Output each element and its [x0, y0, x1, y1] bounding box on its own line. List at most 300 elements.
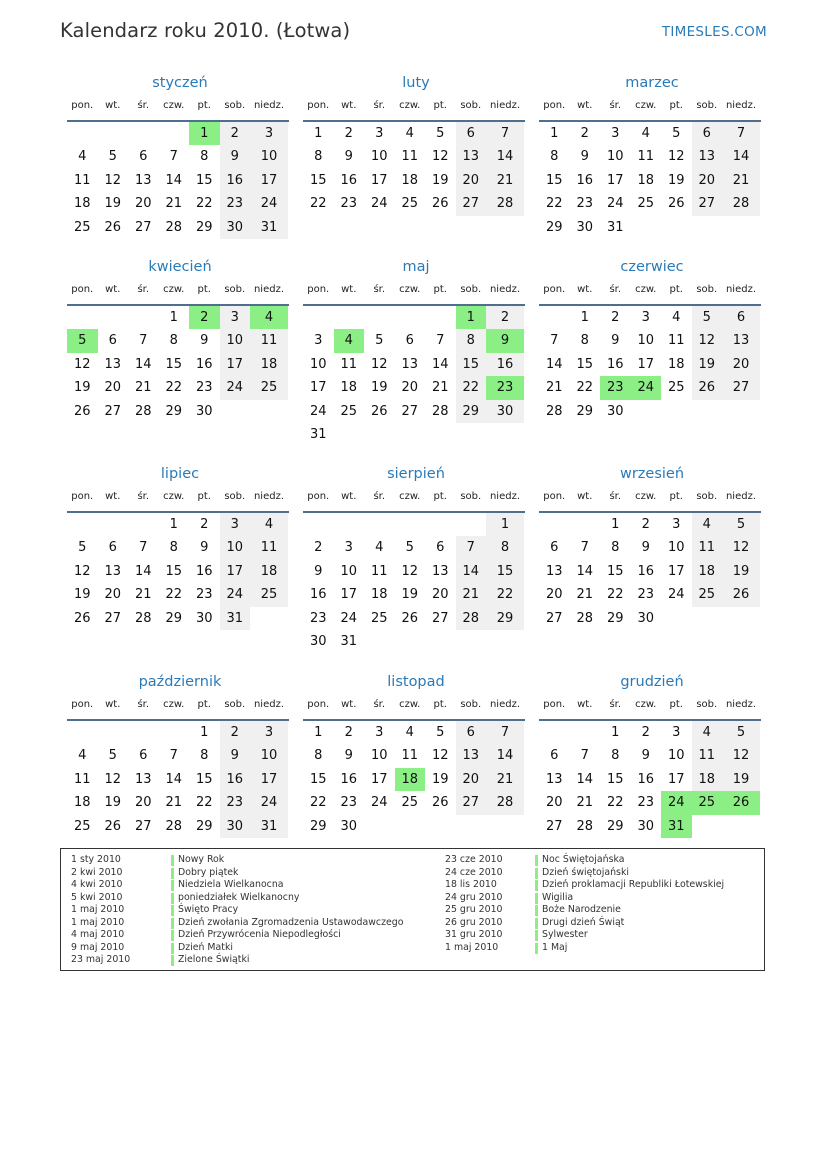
- day-cell: 27: [431, 610, 449, 626]
- holiday-day-cell: 24: [661, 791, 692, 814]
- holiday-day-cell: 24: [631, 376, 662, 399]
- day-cell: 8: [456, 329, 487, 352]
- day-cell: 16: [195, 563, 213, 579]
- day-cell: 6: [108, 333, 117, 349]
- holiday-day-cell: 4: [334, 329, 365, 352]
- day-cell: 19: [692, 353, 723, 376]
- day-cell: 10: [309, 356, 327, 372]
- day-cell: 26: [722, 583, 760, 606]
- day-cell: 10: [250, 744, 288, 767]
- month-name: luty: [402, 75, 430, 91]
- day-cell: 13: [431, 563, 449, 579]
- day-cell: 24: [220, 376, 251, 399]
- day-cell: 12: [73, 563, 91, 579]
- day-cell: 22: [195, 196, 213, 212]
- day-cell: 10: [250, 145, 288, 168]
- weekday-label: czw.: [399, 284, 421, 295]
- day-cell: 26: [431, 196, 449, 212]
- holiday-date: 24 cze 2010: [445, 866, 503, 878]
- weekday-label: czw.: [635, 100, 657, 111]
- day-cell: 21: [545, 380, 563, 396]
- day-cell: 10: [220, 536, 251, 559]
- day-cell: 3: [220, 306, 251, 329]
- weekday-label: śr.: [137, 491, 150, 502]
- empty-cell: [303, 306, 334, 329]
- day-cell: 28: [431, 403, 449, 419]
- holiday-name: Dobry piątek: [178, 866, 239, 878]
- day-cell: 14: [431, 356, 449, 372]
- weekday-label: wt.: [105, 100, 121, 111]
- day-cell: 4: [672, 310, 681, 325]
- day-cell: 16: [486, 353, 524, 376]
- day-cell: 24: [340, 610, 358, 626]
- day-cell: 9: [220, 145, 251, 168]
- holiday-marker: [171, 930, 174, 941]
- day-cell: 20: [456, 169, 487, 192]
- holiday-marker: [535, 930, 538, 941]
- weekday-label: czw.: [163, 699, 185, 710]
- holiday-day-cell: 4: [250, 306, 288, 329]
- day-cell: 6: [692, 122, 723, 145]
- holiday-date: 1 maj 2010: [445, 941, 499, 953]
- day-cell: 22: [456, 376, 487, 399]
- day-grid: [539, 122, 761, 239]
- day-cell: 19: [722, 768, 760, 791]
- day-cell: 23: [309, 610, 327, 626]
- holiday-marker: [535, 893, 538, 904]
- weekday-label: pon.: [71, 284, 94, 295]
- day-cell: 3: [672, 517, 681, 532]
- day-cell: 21: [486, 768, 524, 791]
- day-cell: 29: [456, 400, 487, 423]
- empty-cell: [570, 721, 601, 744]
- day-cell: 1: [550, 126, 559, 141]
- day-cell: 6: [456, 721, 487, 744]
- day-cell: 1: [169, 310, 178, 325]
- day-cell: 14: [545, 356, 563, 372]
- day-cell: 8: [200, 149, 209, 165]
- weekday-label: pt.: [433, 491, 447, 502]
- day-cell: 29: [576, 403, 594, 419]
- weekday-label: niedz.: [725, 699, 757, 710]
- day-cell: 3: [611, 126, 620, 141]
- day-cell: 13: [545, 771, 563, 787]
- day-cell: 24: [667, 587, 685, 603]
- day-cell: 4: [250, 513, 288, 536]
- weekday-label: niedz.: [253, 491, 285, 502]
- day-cell: 28: [722, 192, 760, 215]
- day-cell: 30: [195, 610, 213, 626]
- day-cell: 4: [405, 725, 414, 740]
- day-cell: 6: [436, 540, 445, 556]
- day-cell: 15: [486, 560, 524, 583]
- day-cell: 3: [250, 122, 288, 145]
- day-cell: 26: [667, 196, 685, 212]
- weekday-label: niedz.: [253, 100, 285, 111]
- day-cell: 26: [401, 610, 419, 626]
- day-cell: 7: [550, 333, 559, 349]
- month-calendar: [539, 73, 761, 239]
- day-cell: 30: [486, 400, 524, 423]
- day-cell: 5: [436, 126, 445, 141]
- day-cell: 17: [220, 353, 251, 376]
- day-cell: 21: [165, 795, 183, 811]
- empty-cell: [334, 306, 365, 329]
- day-cell: 6: [405, 333, 414, 349]
- day-cell: 19: [431, 172, 449, 188]
- day-cell: 28: [134, 610, 152, 626]
- holiday-date: 25 gru 2010: [445, 904, 503, 915]
- day-cell: 28: [486, 791, 524, 814]
- day-cell: 23: [576, 196, 594, 212]
- day-cell: 7: [580, 540, 589, 556]
- weekday-label: pt.: [433, 284, 447, 295]
- holiday-date: 18 lis 2010: [445, 879, 497, 890]
- day-cell: 13: [692, 145, 723, 168]
- day-cell: 21: [165, 196, 183, 212]
- day-cell: 21: [576, 795, 594, 811]
- day-cell: 27: [692, 192, 723, 215]
- day-cell: 3: [375, 126, 384, 141]
- month-calendar: [303, 464, 525, 653]
- day-cell: 26: [370, 403, 388, 419]
- day-cell: 27: [134, 818, 152, 834]
- day-cell: 25: [250, 583, 288, 606]
- day-cell: 29: [195, 818, 213, 834]
- day-cell: 22: [606, 587, 624, 603]
- day-grid: [67, 122, 289, 239]
- day-cell: 17: [250, 169, 288, 192]
- day-cell: 17: [667, 563, 685, 579]
- day-cell: 18: [250, 353, 288, 376]
- day-cell: 12: [104, 172, 122, 188]
- holiday-date: 23 cze 2010: [445, 854, 503, 865]
- day-cell: 20: [134, 795, 152, 811]
- month-calendar: [539, 672, 761, 838]
- day-cell: 23: [637, 795, 655, 811]
- month-calendar: [67, 73, 289, 239]
- month-name: maj: [402, 259, 430, 275]
- weekday-label: wt.: [577, 284, 593, 295]
- day-cell: 11: [73, 771, 91, 787]
- day-cell: 24: [370, 795, 388, 811]
- day-cell: 15: [165, 563, 183, 579]
- day-cell: 25: [667, 380, 685, 396]
- holiday-date: 4 kwi 2010: [71, 879, 123, 890]
- day-cell: 15: [309, 771, 327, 787]
- empty-cell: [456, 513, 487, 536]
- day-cell: 23: [340, 196, 358, 212]
- day-cell: 23: [220, 192, 251, 215]
- day-cell: 15: [576, 356, 594, 372]
- day-grid: [303, 122, 525, 216]
- day-cell: 11: [692, 744, 723, 767]
- day-cell: 5: [108, 748, 117, 764]
- weekday-label: pon.: [307, 100, 330, 111]
- day-cell: 26: [104, 818, 122, 834]
- empty-cell: [67, 306, 98, 329]
- day-cell: 1: [200, 725, 209, 740]
- month-name: marzec: [625, 75, 679, 91]
- day-cell: 27: [456, 791, 487, 814]
- empty-cell: [364, 306, 395, 329]
- holiday-date: 2 kwi 2010: [71, 866, 123, 878]
- day-cell: 28: [576, 818, 594, 834]
- weekday-label: pt.: [669, 100, 683, 111]
- day-cell: 16: [220, 768, 251, 791]
- holiday-marker: [535, 943, 538, 954]
- holiday-date: 1 sty 2010: [71, 854, 121, 865]
- weekday-label: pon.: [71, 699, 94, 710]
- weekday-label: czw.: [163, 284, 185, 295]
- day-cell: 10: [637, 333, 655, 349]
- weekday-header: [539, 100, 761, 122]
- empty-cell: [395, 306, 426, 329]
- day-cell: 10: [220, 329, 251, 352]
- weekday-label: wt.: [105, 491, 121, 502]
- day-cell: 1: [169, 517, 178, 532]
- weekday-label: pt.: [197, 699, 211, 710]
- day-cell: 20: [104, 587, 122, 603]
- day-cell: 25: [73, 219, 91, 235]
- day-cell: 30: [637, 818, 655, 834]
- holiday-marker: [171, 918, 174, 929]
- day-cell: 7: [486, 122, 524, 145]
- day-cell: 13: [722, 329, 760, 352]
- day-cell: 14: [486, 145, 524, 168]
- day-cell: 7: [486, 721, 524, 744]
- day-cell: 2: [344, 725, 353, 740]
- day-cell: 15: [606, 771, 624, 787]
- day-cell: 29: [486, 607, 524, 630]
- day-cell: 12: [370, 356, 388, 372]
- holiday-marker: [171, 905, 174, 916]
- day-cell: 2: [611, 310, 620, 325]
- day-cell: 15: [606, 563, 624, 579]
- day-cell: 16: [220, 169, 251, 192]
- weekday-header: [67, 284, 289, 306]
- day-cell: 7: [456, 536, 487, 559]
- holiday-name: Dzień Matki: [178, 941, 233, 953]
- month-name: styczeń: [152, 75, 208, 91]
- weekday-label: niedz.: [253, 284, 285, 295]
- day-cell: 20: [401, 380, 419, 396]
- day-cell: 27: [104, 610, 122, 626]
- empty-cell: [395, 513, 426, 536]
- day-cell: 29: [165, 403, 183, 419]
- weekday-label: czw.: [163, 100, 185, 111]
- day-cell: 7: [139, 540, 148, 556]
- day-cell: 14: [576, 563, 594, 579]
- day-cell: 9: [580, 149, 589, 165]
- day-cell: 3: [672, 725, 681, 740]
- day-cell: 18: [637, 172, 655, 188]
- weekday-label: śr.: [137, 100, 150, 111]
- day-cell: 22: [606, 795, 624, 811]
- month-name: listopad: [387, 674, 445, 690]
- day-cell: 22: [486, 583, 524, 606]
- day-cell: 30: [606, 403, 624, 419]
- day-cell: 13: [134, 771, 152, 787]
- day-cell: 28: [456, 607, 487, 630]
- day-cell: 9: [641, 748, 650, 764]
- day-cell: 18: [73, 795, 91, 811]
- day-cell: 11: [250, 536, 288, 559]
- day-cell: 17: [220, 560, 251, 583]
- weekday-label: niedz.: [489, 100, 521, 111]
- holiday-day-cell: 18: [395, 768, 426, 791]
- day-cell: 19: [73, 380, 91, 396]
- day-cell: 25: [340, 403, 358, 419]
- day-cell: 11: [667, 333, 685, 349]
- day-cell: 17: [250, 768, 288, 791]
- weekday-label: śr.: [137, 284, 150, 295]
- day-cell: 12: [722, 744, 760, 767]
- day-cell: 18: [340, 380, 358, 396]
- day-cell: 2: [344, 126, 353, 141]
- holiday-day-cell: 31: [661, 815, 692, 838]
- day-cell: 22: [576, 380, 594, 396]
- weekday-header: [539, 491, 761, 513]
- holiday-day-cell: 5: [67, 329, 98, 352]
- holiday-name: Dzień Przywrócenia Niepodległości: [178, 929, 341, 940]
- day-cell: 3: [250, 721, 288, 744]
- day-cell: 31: [309, 426, 327, 442]
- day-cell: 19: [104, 196, 122, 212]
- weekday-label: pt.: [197, 491, 211, 502]
- weekday-label: wt.: [577, 491, 593, 502]
- holiday-marker: [535, 880, 538, 891]
- holiday-name: Dzień proklamacji Republiki Łotewskiej: [542, 879, 725, 890]
- weekday-label: wt.: [341, 491, 357, 502]
- day-cell: 11: [401, 748, 419, 764]
- day-cell: 20: [692, 169, 723, 192]
- day-cell: 3: [314, 333, 323, 349]
- day-cell: 27: [456, 192, 487, 215]
- day-cell: 17: [370, 172, 388, 188]
- brand-link[interactable]: TIMESLES.COM: [661, 24, 767, 40]
- day-cell: 2: [641, 517, 650, 532]
- day-cell: 27: [104, 403, 122, 419]
- day-cell: 30: [340, 818, 358, 834]
- day-cell: 18: [73, 196, 91, 212]
- holiday-marker: [171, 943, 174, 954]
- weekday-label: niedz.: [253, 699, 285, 710]
- day-cell: 26: [431, 795, 449, 811]
- holiday-day-cell: 25: [692, 791, 723, 814]
- holiday-name: Zielone Świątki: [178, 954, 250, 965]
- day-cell: 4: [375, 540, 384, 556]
- day-cell: 13: [134, 172, 152, 188]
- weekday-label: wt.: [341, 284, 357, 295]
- day-cell: 21: [576, 587, 594, 603]
- day-cell: 23: [340, 795, 358, 811]
- day-cell: 12: [722, 536, 760, 559]
- day-cell: 14: [134, 356, 152, 372]
- day-cell: 11: [370, 563, 388, 579]
- day-cell: 9: [641, 540, 650, 556]
- day-cell: 2: [486, 306, 524, 329]
- day-cell: 2: [220, 122, 251, 145]
- day-cell: 8: [169, 333, 178, 349]
- day-cell: 27: [545, 610, 563, 626]
- weekday-label: pt.: [669, 491, 683, 502]
- weekday-label: sob.: [224, 284, 246, 295]
- day-cell: 7: [169, 149, 178, 165]
- day-cell: 16: [195, 356, 213, 372]
- day-cell: 1: [314, 725, 323, 740]
- weekday-label: czw.: [399, 699, 421, 710]
- holiday-name: Nowy Rok: [178, 854, 225, 865]
- day-cell: 14: [576, 771, 594, 787]
- weekday-label: wt.: [341, 699, 357, 710]
- empty-cell: [539, 306, 570, 329]
- day-cell: 3: [375, 725, 384, 740]
- day-cell: 4: [78, 149, 87, 165]
- day-cell: 2: [220, 721, 251, 744]
- day-cell: 17: [309, 380, 327, 396]
- empty-cell: [98, 721, 129, 744]
- day-cell: 11: [401, 149, 419, 165]
- day-grid: [67, 721, 289, 838]
- weekday-label: sob.: [460, 100, 482, 111]
- day-cell: 17: [340, 587, 358, 603]
- holiday-name: Niedziela Wielkanocna: [178, 879, 284, 890]
- empty-cell: [570, 513, 601, 536]
- day-cell: 23: [637, 587, 655, 603]
- day-grid: [539, 306, 761, 423]
- weekday-header: [539, 699, 761, 721]
- day-cell: 10: [667, 748, 685, 764]
- day-cell: 19: [722, 560, 760, 583]
- weekday-header: [67, 491, 289, 513]
- month-calendar: [303, 672, 525, 838]
- day-cell: 19: [73, 587, 91, 603]
- weekday-label: niedz.: [725, 491, 757, 502]
- month-name: czerwiec: [620, 259, 684, 275]
- day-cell: 1: [611, 725, 620, 740]
- empty-cell: [67, 721, 98, 744]
- day-cell: 18: [401, 172, 419, 188]
- weekday-label: pon.: [543, 491, 566, 502]
- day-cell: 19: [104, 795, 122, 811]
- day-cell: 17: [667, 771, 685, 787]
- holiday-date: 4 maj 2010: [71, 929, 125, 940]
- day-cell: 16: [637, 563, 655, 579]
- day-cell: 15: [195, 172, 213, 188]
- weekday-label: wt.: [105, 699, 121, 710]
- day-cell: 18: [667, 356, 685, 372]
- day-cell: 22: [165, 587, 183, 603]
- day-cell: 2: [641, 725, 650, 740]
- holiday-name: Boże Narodzenie: [542, 904, 621, 915]
- day-cell: 6: [139, 748, 148, 764]
- holiday-date: 5 kwi 2010: [71, 891, 123, 903]
- holiday-marker: [171, 955, 174, 966]
- weekday-label: sob.: [224, 100, 246, 111]
- day-cell: 29: [545, 219, 563, 235]
- day-cell: 12: [431, 149, 449, 165]
- month-name: lipiec: [160, 466, 200, 482]
- empty-cell: [334, 513, 365, 536]
- day-cell: 24: [250, 791, 288, 814]
- weekday-label: śr.: [609, 491, 622, 502]
- empty-cell: [425, 306, 456, 329]
- weekday-label: śr.: [373, 491, 386, 502]
- holiday-marker: [535, 918, 538, 929]
- day-cell: 29: [606, 818, 624, 834]
- day-cell: 3: [641, 310, 650, 325]
